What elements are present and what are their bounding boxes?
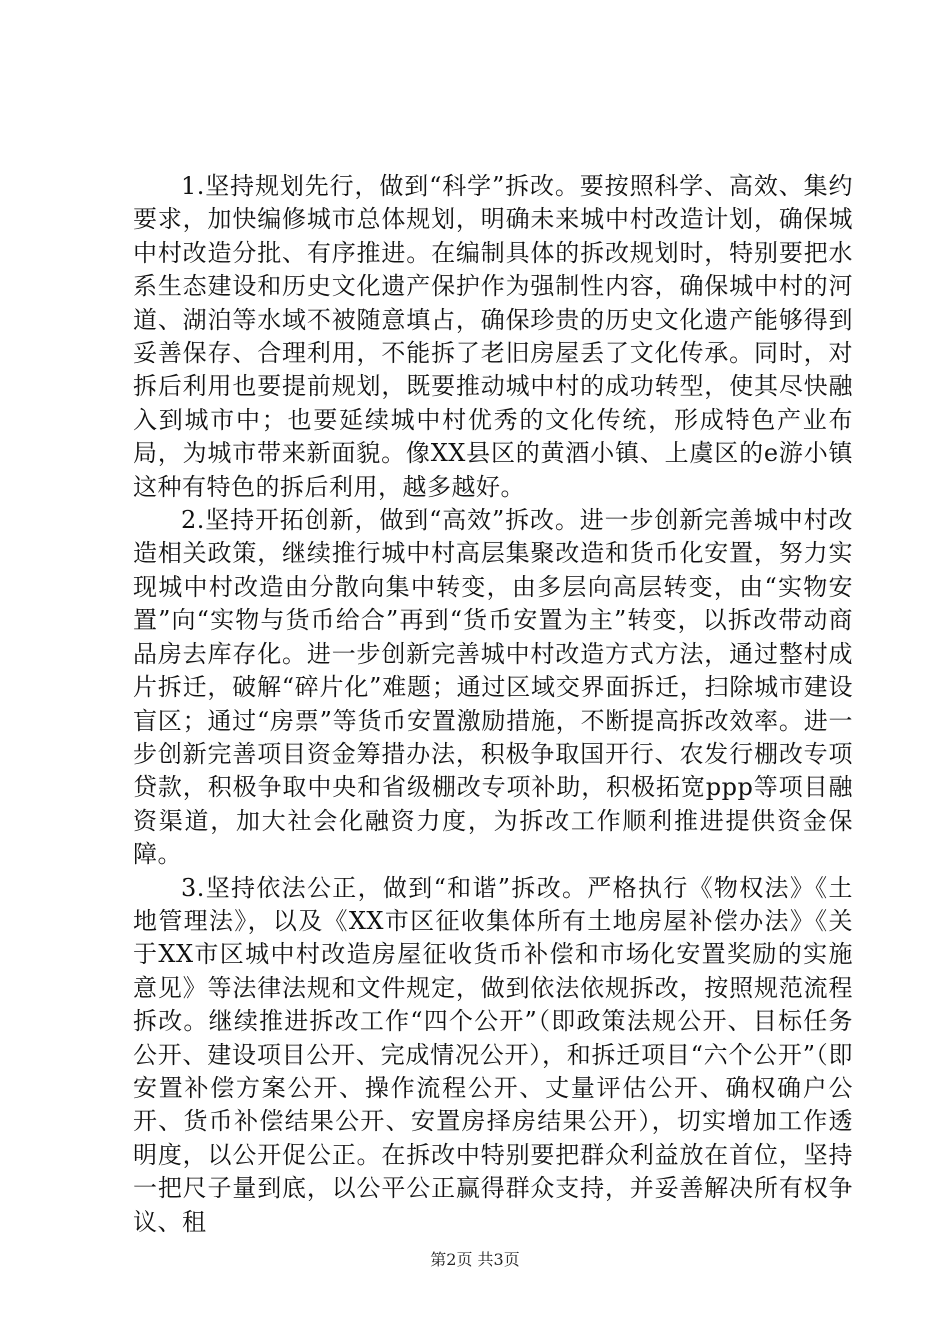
paragraph-3: 3.坚持依法公正，做到“和谐”拆改。严格执行《物权法》《土地管理法》，以及《XX市区征收集体所有土地房屋补偿办法》《关于XX市区城中村改造房屋征收货币补偿和市场化安置奖励的实施意见》等法律法规和文件规定，做到依法依规拆改，按照规范流程拆改。继续推进拆改工作“四个公开”（即政策法规公开、目标任务公开、建设项目公开、完成情况公开），和拆迁项目“六个公开”（即安置补偿方案公开、操作流程公开、丈量评估公开、确权确户公开、货币补偿结果公开、安置房择房结果公开），切实增加工作透明度，以公开促公正。在拆改中特别要把群众利益放在首位，坚持一把尺子量到底，以公平公正赢得群众支持，并妥善解决所有权争议、租 <box>133 873 853 1236</box>
page-indicator: 第2页 共3页 <box>430 1250 520 1269</box>
paragraph-1: 1.坚持规划先行，做到“科学”拆改。要按照科学、高效、集约要求，加快编修城市总体规划，明确未来城中村改造计划，确保城中村改造分批、有序推进。在编制具体的拆改规划时，特别要把水系生态建设和历史文化遗产保护作为强制性内容，确保城中村的河道、湖泊等水域不被随意填占，确保珍贵的历史文化遗产能够得到妥善保存、合理利用，不能拆了老旧房屋丢了文化传承。同时，对拆后利用也要提前规划，既要推动城中村的成功转型，使其尽快融入到城市中；也要延续城中村优秀的文化传统，形成特色产业布局，为城市带来新面貌。像XX县区的黄酒小镇、上虞区的e游小镇这种有特色的拆后利用，越多越好。 <box>133 172 853 501</box>
paragraph-2: 2.坚持开拓创新，做到“高效”拆改。进一步创新完善城中村改造相关政策，继续推行城中村高层集聚改造和货币化安置，努力实现城中村改造由分散向集中转变，由多层向高层转变，由“实物安置”向“实物与货币给合”再到“货币安置为主”转变，以拆改带动商品房去库存化。进一步创新完善城中村改造方式方法，通过整村成片拆迁，破解“碎片化”难题；通过区域交界面拆迁，扫除城市建设盲区；通过“房票”等货币安置激励措施，不断提高拆改效率。进一步创新完善项目资金筹措办法，积极争取国开行、农发行棚改专项贷款，积极争取中央和省级棚改专项补助，积极拓宽ppp等项目融资渠道，加大社会化融资力度，为拆改工作顺利推进提供资金保障。 <box>133 506 853 869</box>
document-body <box>133 170 853 1239</box>
page-footer <box>0 1247 950 1270</box>
